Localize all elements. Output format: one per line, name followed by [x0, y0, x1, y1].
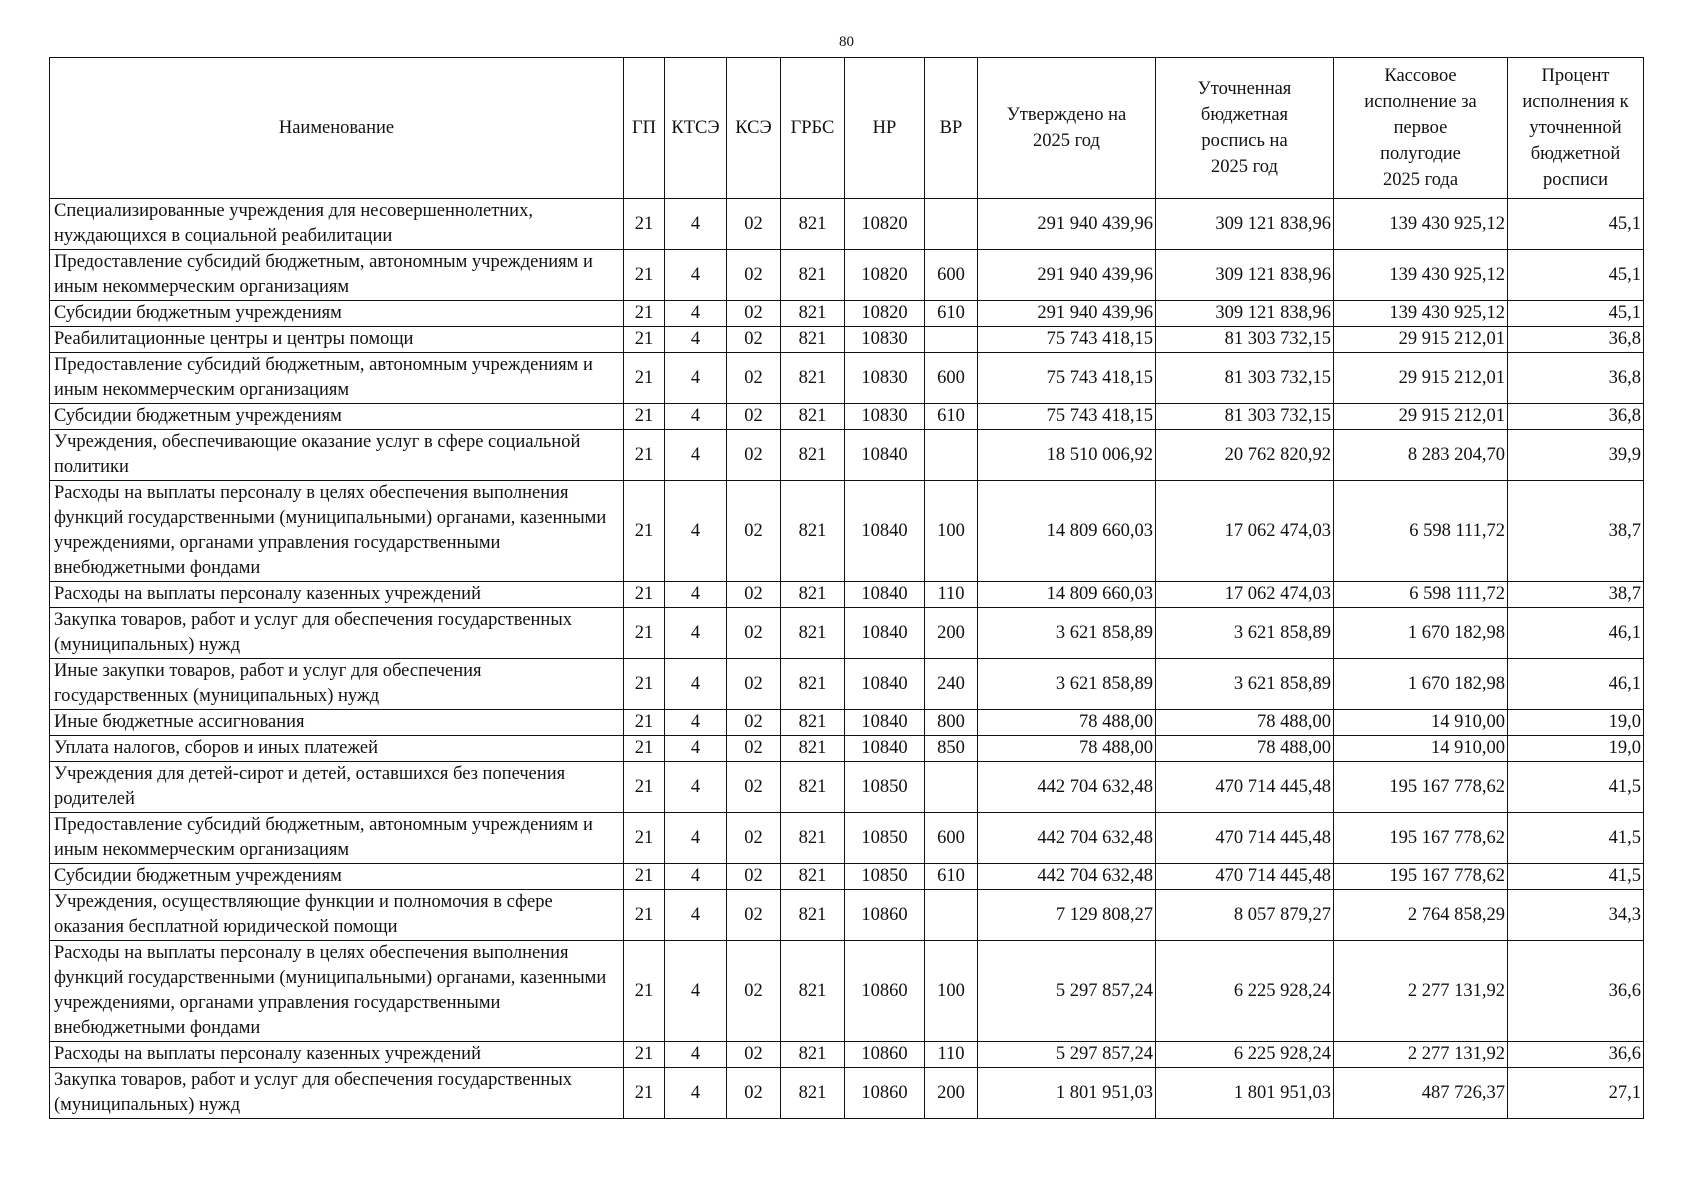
- cell-approved: 291 940 439,96: [978, 301, 1156, 327]
- cell-percent: 46,1: [1508, 608, 1644, 659]
- table-body: [50, 199, 1644, 1119]
- cell-gp: 21: [624, 481, 665, 582]
- cell-kse: 02: [727, 301, 781, 327]
- cell-refined: 8 057 879,27: [1156, 890, 1334, 941]
- cell-name: Предоставление субсидий бюджетным, автономным учреждениям и иным некоммерческим организациям: [50, 813, 624, 864]
- cell-cash: 2 277 131,92: [1334, 1042, 1508, 1068]
- header-np: НР: [845, 58, 925, 199]
- cell-gp: 21: [624, 890, 665, 941]
- cell-percent: 36,8: [1508, 404, 1644, 430]
- table-row: [50, 659, 1644, 710]
- cell-vr: 240: [925, 659, 978, 710]
- cell-kse: 02: [727, 710, 781, 736]
- table-row: [50, 736, 1644, 762]
- cell-cash: 2 764 858,29: [1334, 890, 1508, 941]
- cell-percent: 27,1: [1508, 1068, 1644, 1119]
- table-row: [50, 890, 1644, 941]
- table-row: [50, 430, 1644, 481]
- cell-grbs: 821: [781, 404, 845, 430]
- cell-vr: 610: [925, 301, 978, 327]
- cell-gp: 21: [624, 941, 665, 1042]
- cell-np: 10850: [845, 762, 925, 813]
- cell-kse: 02: [727, 890, 781, 941]
- cell-approved: 78 488,00: [978, 736, 1156, 762]
- cell-refined: 1 801 951,03: [1156, 1068, 1334, 1119]
- table-row: [50, 481, 1644, 582]
- cell-refined: 17 062 474,03: [1156, 481, 1334, 582]
- cell-cash: 29 915 212,01: [1334, 404, 1508, 430]
- cell-percent: 41,5: [1508, 762, 1644, 813]
- cell-gp: 21: [624, 327, 665, 353]
- cell-approved: 442 704 632,48: [978, 864, 1156, 890]
- cell-ktse: 4: [665, 353, 727, 404]
- cell-gp: 21: [624, 813, 665, 864]
- cell-refined: 309 121 838,96: [1156, 199, 1334, 250]
- table-row: [50, 1042, 1644, 1068]
- cell-ktse: 4: [665, 864, 727, 890]
- cell-approved: 291 940 439,96: [978, 199, 1156, 250]
- cell-refined: 3 621 858,89: [1156, 659, 1334, 710]
- cell-np: 10860: [845, 1042, 925, 1068]
- cell-refined: 470 714 445,48: [1156, 813, 1334, 864]
- cell-np: 10840: [845, 710, 925, 736]
- cell-name: Закупка товаров, работ и услуг для обеспечения государственных (муниципальных) нужд: [50, 608, 624, 659]
- cell-cash: 29 915 212,01: [1334, 353, 1508, 404]
- cell-kse: 02: [727, 327, 781, 353]
- cell-vr: 600: [925, 250, 978, 301]
- cell-ktse: 4: [665, 736, 727, 762]
- cell-cash: 487 726,37: [1334, 1068, 1508, 1119]
- cell-vr: 800: [925, 710, 978, 736]
- cell-grbs: 821: [781, 301, 845, 327]
- table-row: [50, 199, 1644, 250]
- cell-ktse: 4: [665, 1068, 727, 1119]
- cell-percent: 19,0: [1508, 710, 1644, 736]
- cell-grbs: 821: [781, 608, 845, 659]
- cell-ktse: 4: [665, 327, 727, 353]
- cell-refined: 470 714 445,48: [1156, 864, 1334, 890]
- cell-kse: 02: [727, 404, 781, 430]
- cell-name: Предоставление субсидий бюджетным, автономным учреждениям и иным некоммерческим организациям: [50, 353, 624, 404]
- cell-vr: 600: [925, 813, 978, 864]
- cell-ktse: 4: [665, 404, 727, 430]
- cell-vr: 100: [925, 481, 978, 582]
- table-row: [50, 941, 1644, 1042]
- cell-gp: 21: [624, 659, 665, 710]
- cell-grbs: 821: [781, 582, 845, 608]
- table-row: [50, 608, 1644, 659]
- cell-ktse: 4: [665, 430, 727, 481]
- cell-name: Расходы на выплаты персоналу казенных учреждений: [50, 582, 624, 608]
- cell-kse: 02: [727, 199, 781, 250]
- cell-gp: 21: [624, 710, 665, 736]
- cell-refined: 309 121 838,96: [1156, 301, 1334, 327]
- cell-grbs: 821: [781, 813, 845, 864]
- cell-gp: 21: [624, 430, 665, 481]
- cell-gp: 21: [624, 736, 665, 762]
- cell-refined: 6 225 928,24: [1156, 1042, 1334, 1068]
- cell-ktse: 4: [665, 301, 727, 327]
- cell-name: Субсидии бюджетным учреждениям: [50, 864, 624, 890]
- cell-refined: 17 062 474,03: [1156, 582, 1334, 608]
- cell-cash: 6 598 111,72: [1334, 481, 1508, 582]
- table-row: [50, 864, 1644, 890]
- cell-refined: 20 762 820,92: [1156, 430, 1334, 481]
- cell-name: Субсидии бюджетным учреждениям: [50, 301, 624, 327]
- cell-ktse: 4: [665, 1042, 727, 1068]
- cell-kse: 02: [727, 481, 781, 582]
- cell-grbs: 821: [781, 353, 845, 404]
- cell-percent: 41,5: [1508, 813, 1644, 864]
- cell-kse: 02: [727, 864, 781, 890]
- header-percent: Процент исполнения к уточненной бюджетной росписи: [1508, 58, 1644, 199]
- cell-kse: 02: [727, 582, 781, 608]
- cell-percent: 34,3: [1508, 890, 1644, 941]
- cell-np: 10820: [845, 199, 925, 250]
- cell-grbs: 821: [781, 327, 845, 353]
- cell-np: 10840: [845, 481, 925, 582]
- cell-np: 10840: [845, 659, 925, 710]
- cell-np: 10830: [845, 327, 925, 353]
- cell-kse: 02: [727, 659, 781, 710]
- cell-refined: 470 714 445,48: [1156, 762, 1334, 813]
- cell-percent: 39,9: [1508, 430, 1644, 481]
- cell-np: 10850: [845, 864, 925, 890]
- cell-cash: 195 167 778,62: [1334, 864, 1508, 890]
- cell-cash: 29 915 212,01: [1334, 327, 1508, 353]
- cell-percent: 46,1: [1508, 659, 1644, 710]
- cell-np: 10860: [845, 941, 925, 1042]
- cell-approved: 291 940 439,96: [978, 250, 1156, 301]
- cell-np: 10840: [845, 736, 925, 762]
- cell-name: Субсидии бюджетным учреждениям: [50, 404, 624, 430]
- cell-np: 10860: [845, 1068, 925, 1119]
- header-kse: КСЭ: [727, 58, 781, 199]
- cell-name: Иные бюджетные ассигнования: [50, 710, 624, 736]
- cell-cash: 139 430 925,12: [1334, 250, 1508, 301]
- cell-cash: 195 167 778,62: [1334, 813, 1508, 864]
- cell-np: 10840: [845, 608, 925, 659]
- cell-grbs: 821: [781, 890, 845, 941]
- cell-ktse: 4: [665, 481, 727, 582]
- cell-ktse: 4: [665, 813, 727, 864]
- table-row: [50, 1068, 1644, 1119]
- cell-name: Реабилитационные центры и центры помощи: [50, 327, 624, 353]
- cell-name: Иные закупки товаров, работ и услуг для обеспечения государственных (муниципальных) нужд: [50, 659, 624, 710]
- cell-cash: 14 910,00: [1334, 736, 1508, 762]
- cell-approved: 3 621 858,89: [978, 608, 1156, 659]
- cell-grbs: 821: [781, 659, 845, 710]
- cell-percent: 45,1: [1508, 199, 1644, 250]
- cell-kse: 02: [727, 736, 781, 762]
- cell-name: Учреждения, обеспечивающие оказание услуг в сфере социальной политики: [50, 430, 624, 481]
- table-row: [50, 813, 1644, 864]
- cell-refined: 78 488,00: [1156, 736, 1334, 762]
- cell-name: Расходы на выплаты персоналу казенных учреждений: [50, 1042, 624, 1068]
- cell-approved: 14 809 660,03: [978, 582, 1156, 608]
- cell-grbs: 821: [781, 762, 845, 813]
- cell-ktse: 4: [665, 582, 727, 608]
- cell-vr: [925, 890, 978, 941]
- cell-ktse: 4: [665, 710, 727, 736]
- cell-percent: 38,7: [1508, 582, 1644, 608]
- cell-approved: 75 743 418,15: [978, 327, 1156, 353]
- cell-ktse: 4: [665, 890, 727, 941]
- cell-np: 10840: [845, 430, 925, 481]
- cell-cash: 1 670 182,98: [1334, 659, 1508, 710]
- cell-kse: 02: [727, 1042, 781, 1068]
- cell-np: 10840: [845, 582, 925, 608]
- cell-np: 10830: [845, 404, 925, 430]
- cell-approved: 442 704 632,48: [978, 813, 1156, 864]
- cell-approved: 18 510 006,92: [978, 430, 1156, 481]
- cell-np: 10820: [845, 250, 925, 301]
- cell-kse: 02: [727, 1068, 781, 1119]
- cell-ktse: 4: [665, 659, 727, 710]
- cell-ktse: 4: [665, 941, 727, 1042]
- cell-percent: 36,8: [1508, 327, 1644, 353]
- table-row: [50, 582, 1644, 608]
- cell-gp: 21: [624, 301, 665, 327]
- cell-grbs: 821: [781, 1068, 845, 1119]
- cell-np: 10860: [845, 890, 925, 941]
- cell-gp: 21: [624, 1068, 665, 1119]
- cell-name: Учреждения, осуществляющие функции и полномочия в сфере оказания бесплатной юридической помощи: [50, 890, 624, 941]
- cell-gp: 21: [624, 608, 665, 659]
- cell-name: Закупка товаров, работ и услуг для обеспечения государственных (муниципальных) нужд: [50, 1068, 624, 1119]
- cell-percent: 45,1: [1508, 250, 1644, 301]
- cell-gp: 21: [624, 864, 665, 890]
- cell-refined: 81 303 732,15: [1156, 327, 1334, 353]
- cell-grbs: 821: [781, 710, 845, 736]
- cell-approved: 1 801 951,03: [978, 1068, 1156, 1119]
- cell-name: Уплата налогов, сборов и иных платежей: [50, 736, 624, 762]
- cell-gp: 21: [624, 353, 665, 404]
- cell-name: Расходы на выплаты персоналу в целях обеспечения выполнения функций государственными (муниципальными) органами, казенными учреждениями, органами управления государственными внебюджетными фондами: [50, 941, 624, 1042]
- table-row: [50, 762, 1644, 813]
- budget-table: [49, 57, 1644, 1119]
- header-ktse: КТСЭ: [665, 58, 727, 199]
- cell-percent: 36,6: [1508, 941, 1644, 1042]
- cell-approved: 5 297 857,24: [978, 941, 1156, 1042]
- cell-grbs: 821: [781, 1042, 845, 1068]
- cell-approved: 14 809 660,03: [978, 481, 1156, 582]
- header-grbs: ГРБС: [781, 58, 845, 199]
- cell-cash: 6 598 111,72: [1334, 582, 1508, 608]
- cell-vr: 200: [925, 1068, 978, 1119]
- cell-gp: 21: [624, 762, 665, 813]
- table-row: [50, 353, 1644, 404]
- cell-gp: 21: [624, 404, 665, 430]
- cell-grbs: 821: [781, 941, 845, 1042]
- cell-ktse: 4: [665, 199, 727, 250]
- header-approved: Утверждено на 2025 год: [978, 58, 1156, 199]
- cell-np: 10850: [845, 813, 925, 864]
- cell-refined: 3 621 858,89: [1156, 608, 1334, 659]
- cell-gp: 21: [624, 250, 665, 301]
- header-name: Наименование: [50, 58, 624, 199]
- cell-cash: 14 910,00: [1334, 710, 1508, 736]
- cell-approved: 7 129 808,27: [978, 890, 1156, 941]
- cell-kse: 02: [727, 430, 781, 481]
- cell-vr: [925, 327, 978, 353]
- header-refined: Уточненная бюджетная роспись на 2025 год: [1156, 58, 1334, 199]
- cell-kse: 02: [727, 608, 781, 659]
- header-vr: ВР: [925, 58, 978, 199]
- cell-vr: 600: [925, 353, 978, 404]
- table-header-row: [50, 58, 1644, 199]
- cell-cash: 8 283 204,70: [1334, 430, 1508, 481]
- cell-vr: 110: [925, 582, 978, 608]
- cell-grbs: 821: [781, 481, 845, 582]
- cell-refined: 6 225 928,24: [1156, 941, 1334, 1042]
- cell-vr: 610: [925, 404, 978, 430]
- cell-vr: [925, 762, 978, 813]
- cell-gp: 21: [624, 1042, 665, 1068]
- cell-cash: 1 670 182,98: [1334, 608, 1508, 659]
- header-gp: ГП: [624, 58, 665, 199]
- cell-np: 10820: [845, 301, 925, 327]
- cell-grbs: 821: [781, 430, 845, 481]
- cell-approved: 75 743 418,15: [978, 353, 1156, 404]
- cell-grbs: 821: [781, 250, 845, 301]
- cell-percent: 45,1: [1508, 301, 1644, 327]
- table-row: [50, 250, 1644, 301]
- cell-name: Расходы на выплаты персоналу в целях обеспечения выполнения функций государственными (муниципальными) органами, казенными учреждениями, органами управления государственными внебюджетными фондами: [50, 481, 624, 582]
- cell-ktse: 4: [665, 250, 727, 301]
- cell-name: Специализированные учреждения для несовершеннолетних, нуждающихся в социальной реабилитации: [50, 199, 624, 250]
- cell-vr: 110: [925, 1042, 978, 1068]
- cell-name: Предоставление субсидий бюджетным, автономным учреждениям и иным некоммерческим организациям: [50, 250, 624, 301]
- cell-approved: 3 621 858,89: [978, 659, 1156, 710]
- cell-name: Учреждения для детей-сирот и детей, оставшихся без попечения родителей: [50, 762, 624, 813]
- cell-vr: 100: [925, 941, 978, 1042]
- cell-np: 10830: [845, 353, 925, 404]
- cell-vr: [925, 199, 978, 250]
- cell-grbs: 821: [781, 199, 845, 250]
- cell-approved: 5 297 857,24: [978, 1042, 1156, 1068]
- cell-percent: 36,8: [1508, 353, 1644, 404]
- table-row: [50, 301, 1644, 327]
- cell-percent: 38,7: [1508, 481, 1644, 582]
- table-row: [50, 710, 1644, 736]
- cell-vr: 850: [925, 736, 978, 762]
- cell-refined: 78 488,00: [1156, 710, 1334, 736]
- cell-vr: [925, 430, 978, 481]
- cell-vr: 610: [925, 864, 978, 890]
- cell-approved: 75 743 418,15: [978, 404, 1156, 430]
- cell-kse: 02: [727, 941, 781, 1042]
- cell-refined: 81 303 732,15: [1156, 353, 1334, 404]
- cell-refined: 309 121 838,96: [1156, 250, 1334, 301]
- cell-percent: 19,0: [1508, 736, 1644, 762]
- cell-ktse: 4: [665, 762, 727, 813]
- cell-vr: 200: [925, 608, 978, 659]
- cell-kse: 02: [727, 762, 781, 813]
- cell-cash: 2 277 131,92: [1334, 941, 1508, 1042]
- cell-percent: 36,6: [1508, 1042, 1644, 1068]
- table-row: [50, 327, 1644, 353]
- cell-cash: 195 167 778,62: [1334, 762, 1508, 813]
- cell-ktse: 4: [665, 608, 727, 659]
- table-row: [50, 404, 1644, 430]
- cell-kse: 02: [727, 813, 781, 864]
- cell-kse: 02: [727, 250, 781, 301]
- cell-approved: 442 704 632,48: [978, 762, 1156, 813]
- page-number: 80: [839, 34, 854, 50]
- cell-kse: 02: [727, 353, 781, 404]
- cell-percent: 41,5: [1508, 864, 1644, 890]
- cell-gp: 21: [624, 199, 665, 250]
- cell-cash: 139 430 925,12: [1334, 199, 1508, 250]
- cell-gp: 21: [624, 582, 665, 608]
- cell-grbs: 821: [781, 736, 845, 762]
- header-cash: Кассовое исполнение за первое полугодие 2025 года: [1334, 58, 1508, 199]
- cell-grbs: 821: [781, 864, 845, 890]
- cell-cash: 139 430 925,12: [1334, 301, 1508, 327]
- cell-approved: 78 488,00: [978, 710, 1156, 736]
- cell-refined: 81 303 732,15: [1156, 404, 1334, 430]
